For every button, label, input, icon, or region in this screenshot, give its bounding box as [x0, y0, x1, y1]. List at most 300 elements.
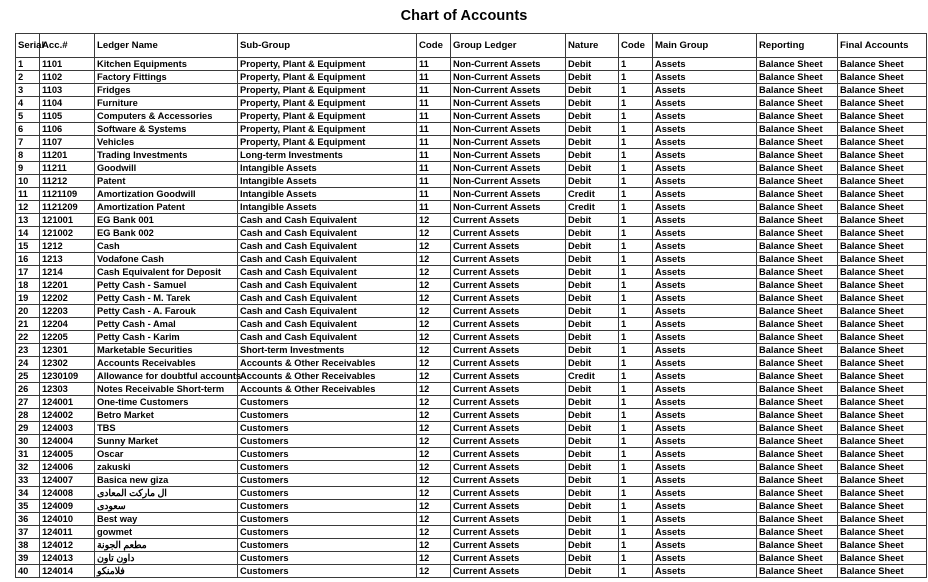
- cell-code: 12: [417, 253, 451, 266]
- cell-group-ledger: Non-Current Assets: [451, 149, 566, 162]
- cell-final-accounts: Balance Sheet: [838, 110, 927, 123]
- cell-final-accounts: Balance Sheet: [838, 422, 927, 435]
- table-row: [16, 370, 927, 383]
- cell-nature: Debit: [566, 487, 619, 500]
- cell-final-accounts: Balance Sheet: [838, 123, 927, 136]
- table-row: [16, 279, 927, 292]
- cell-nature: Debit: [566, 136, 619, 149]
- cell-acc-number: 124001: [40, 396, 95, 409]
- cell-code: 12: [417, 500, 451, 513]
- cell-serial: 12: [16, 201, 40, 214]
- table-row: [16, 292, 927, 305]
- cell-serial: 13: [16, 214, 40, 227]
- cell-group-ledger: Current Assets: [451, 487, 566, 500]
- cell-acc-number: 1230109: [40, 370, 95, 383]
- cell-code: 12: [417, 305, 451, 318]
- cell-code: 12: [417, 370, 451, 383]
- cell-group-ledger: Non-Current Assets: [451, 97, 566, 110]
- cell-acc-number: 124011: [40, 526, 95, 539]
- cell-ledger-name: Basica new giza: [95, 474, 238, 487]
- cell-sub-group: Property, Plant & Equipment: [238, 97, 417, 110]
- cell-ledger-name: Factory Fittings: [95, 71, 238, 84]
- cell-main-group: Assets: [653, 305, 757, 318]
- cell-nature: Debit: [566, 227, 619, 240]
- cell-ledger-name: gowmet: [95, 526, 238, 539]
- table-row: [16, 305, 927, 318]
- cell-reporting: Balance Sheet: [757, 201, 838, 214]
- cell-ledger-name: Marketable Securities: [95, 344, 238, 357]
- table-row: [16, 201, 927, 214]
- cell-main-group: Assets: [653, 513, 757, 526]
- cell-sub-group: Customers: [238, 539, 417, 552]
- cell-serial: 20: [16, 305, 40, 318]
- cell-acc-number: 124010: [40, 513, 95, 526]
- column-header-serial: Serial: [16, 34, 40, 58]
- cell-main-group: Assets: [653, 487, 757, 500]
- cell-group-ledger: Current Assets: [451, 474, 566, 487]
- cell-code-2: 1: [619, 422, 653, 435]
- cell-main-group: Assets: [653, 370, 757, 383]
- table-row: [16, 513, 927, 526]
- cell-main-group: Assets: [653, 422, 757, 435]
- accounts-table: [15, 33, 927, 578]
- cell-acc-number: 11212: [40, 175, 95, 188]
- cell-group-ledger: Non-Current Assets: [451, 58, 566, 71]
- cell-group-ledger: Current Assets: [451, 526, 566, 539]
- table-row: [16, 422, 927, 435]
- cell-code: 11: [417, 97, 451, 110]
- cell-main-group: Assets: [653, 149, 757, 162]
- cell-serial: 1: [16, 58, 40, 71]
- cell-sub-group: Intangible Assets: [238, 175, 417, 188]
- cell-group-ledger: Current Assets: [451, 552, 566, 565]
- column-header-nature: Nature: [566, 34, 619, 58]
- cell-final-accounts: Balance Sheet: [838, 526, 927, 539]
- cell-acc-number: 124009: [40, 500, 95, 513]
- table-row: [16, 149, 927, 162]
- table-row: [16, 162, 927, 175]
- cell-code-2: 1: [619, 123, 653, 136]
- column-header-ledger-name: Ledger Name: [95, 34, 238, 58]
- cell-code-2: 1: [619, 526, 653, 539]
- cell-group-ledger: Current Assets: [451, 344, 566, 357]
- cell-final-accounts: Balance Sheet: [838, 435, 927, 448]
- cell-code: 12: [417, 435, 451, 448]
- cell-ledger-name: Betro Market: [95, 409, 238, 422]
- cell-final-accounts: Balance Sheet: [838, 461, 927, 474]
- cell-code-2: 1: [619, 253, 653, 266]
- cell-nature: Credit: [566, 201, 619, 214]
- table-row: [16, 240, 927, 253]
- cell-nature: Debit: [566, 422, 619, 435]
- cell-reporting: Balance Sheet: [757, 357, 838, 370]
- cell-serial: 14: [16, 227, 40, 240]
- cell-ledger-name: سعودى: [95, 500, 238, 513]
- cell-sub-group: Property, Plant & Equipment: [238, 84, 417, 97]
- table-row: [16, 448, 927, 461]
- cell-sub-group: Property, Plant & Equipment: [238, 110, 417, 123]
- cell-reporting: Balance Sheet: [757, 240, 838, 253]
- cell-group-ledger: Current Assets: [451, 370, 566, 383]
- cell-group-ledger: Current Assets: [451, 383, 566, 396]
- cell-main-group: Assets: [653, 435, 757, 448]
- cell-group-ledger: Current Assets: [451, 409, 566, 422]
- cell-group-ledger: Current Assets: [451, 292, 566, 305]
- cell-serial: 21: [16, 318, 40, 331]
- cell-main-group: Assets: [653, 240, 757, 253]
- cell-final-accounts: Balance Sheet: [838, 396, 927, 409]
- cell-ledger-name: Petty Cash - Amal: [95, 318, 238, 331]
- cell-acc-number: 121002: [40, 227, 95, 240]
- cell-sub-group: Cash and Cash Equivalent: [238, 227, 417, 240]
- cell-code-2: 1: [619, 383, 653, 396]
- cell-code-2: 1: [619, 266, 653, 279]
- cell-reporting: Balance Sheet: [757, 71, 838, 84]
- cell-code: 12: [417, 318, 451, 331]
- cell-group-ledger: Non-Current Assets: [451, 84, 566, 97]
- cell-final-accounts: Balance Sheet: [838, 292, 927, 305]
- table-row: [16, 474, 927, 487]
- cell-code-2: 1: [619, 188, 653, 201]
- cell-sub-group: Property, Plant & Equipment: [238, 71, 417, 84]
- cell-acc-number: 124003: [40, 422, 95, 435]
- cell-acc-number: 1102: [40, 71, 95, 84]
- cell-acc-number: 1121109: [40, 188, 95, 201]
- cell-code: 12: [417, 409, 451, 422]
- cell-serial: 19: [16, 292, 40, 305]
- cell-reporting: Balance Sheet: [757, 84, 838, 97]
- cell-code: 12: [417, 513, 451, 526]
- cell-nature: Debit: [566, 461, 619, 474]
- cell-code: 11: [417, 123, 451, 136]
- cell-ledger-name: Sunny Market: [95, 435, 238, 448]
- cell-sub-group: Property, Plant & Equipment: [238, 123, 417, 136]
- cell-main-group: Assets: [653, 253, 757, 266]
- cell-serial: 17: [16, 266, 40, 279]
- cell-sub-group: Property, Plant & Equipment: [238, 136, 417, 149]
- cell-nature: Debit: [566, 565, 619, 578]
- cell-code-2: 1: [619, 435, 653, 448]
- cell-main-group: Assets: [653, 461, 757, 474]
- cell-code: 12: [417, 292, 451, 305]
- cell-nature: Credit: [566, 370, 619, 383]
- cell-serial: 36: [16, 513, 40, 526]
- table-row: [16, 175, 927, 188]
- cell-nature: Debit: [566, 383, 619, 396]
- cell-final-accounts: Balance Sheet: [838, 305, 927, 318]
- cell-serial: 16: [16, 253, 40, 266]
- cell-main-group: Assets: [653, 357, 757, 370]
- cell-ledger-name: Furniture: [95, 97, 238, 110]
- cell-ledger-name: Software & Systems: [95, 123, 238, 136]
- cell-main-group: Assets: [653, 383, 757, 396]
- cell-group-ledger: Current Assets: [451, 331, 566, 344]
- cell-serial: 24: [16, 357, 40, 370]
- column-header-group-ledger: Group Ledger: [451, 34, 566, 58]
- cell-code-2: 1: [619, 461, 653, 474]
- cell-nature: Debit: [566, 149, 619, 162]
- cell-code-2: 1: [619, 331, 653, 344]
- cell-acc-number: 1213: [40, 253, 95, 266]
- cell-final-accounts: Balance Sheet: [838, 344, 927, 357]
- cell-serial: 28: [16, 409, 40, 422]
- cell-acc-number: 12205: [40, 331, 95, 344]
- cell-acc-number: 124013: [40, 552, 95, 565]
- cell-code-2: 1: [619, 201, 653, 214]
- cell-serial: 31: [16, 448, 40, 461]
- cell-reporting: Balance Sheet: [757, 552, 838, 565]
- cell-acc-number: 12203: [40, 305, 95, 318]
- cell-nature: Debit: [566, 435, 619, 448]
- cell-code-2: 1: [619, 305, 653, 318]
- cell-sub-group: Cash and Cash Equivalent: [238, 292, 417, 305]
- cell-main-group: Assets: [653, 526, 757, 539]
- cell-final-accounts: Balance Sheet: [838, 227, 927, 240]
- cell-nature: Debit: [566, 513, 619, 526]
- cell-reporting: Balance Sheet: [757, 383, 838, 396]
- table-row: [16, 318, 927, 331]
- cell-reporting: Balance Sheet: [757, 149, 838, 162]
- cell-group-ledger: Non-Current Assets: [451, 136, 566, 149]
- table-row: [16, 71, 927, 84]
- cell-final-accounts: Balance Sheet: [838, 370, 927, 383]
- cell-reporting: Balance Sheet: [757, 227, 838, 240]
- cell-code: 12: [417, 487, 451, 500]
- cell-ledger-name: Cash: [95, 240, 238, 253]
- cell-code-2: 1: [619, 58, 653, 71]
- cell-code-2: 1: [619, 539, 653, 552]
- cell-sub-group: Customers: [238, 513, 417, 526]
- column-header-acc-number: Acc.#: [40, 34, 95, 58]
- cell-reporting: Balance Sheet: [757, 279, 838, 292]
- cell-ledger-name: مطعم الجونة: [95, 539, 238, 552]
- cell-sub-group: Cash and Cash Equivalent: [238, 279, 417, 292]
- cell-group-ledger: Non-Current Assets: [451, 188, 566, 201]
- table-row: [16, 526, 927, 539]
- cell-final-accounts: Balance Sheet: [838, 149, 927, 162]
- cell-reporting: Balance Sheet: [757, 305, 838, 318]
- cell-final-accounts: Balance Sheet: [838, 409, 927, 422]
- cell-code-2: 1: [619, 214, 653, 227]
- cell-code-2: 1: [619, 84, 653, 97]
- cell-code: 12: [417, 461, 451, 474]
- cell-acc-number: 12302: [40, 357, 95, 370]
- cell-serial: 8: [16, 149, 40, 162]
- cell-nature: Debit: [566, 305, 619, 318]
- cell-sub-group: Customers: [238, 487, 417, 500]
- cell-final-accounts: Balance Sheet: [838, 58, 927, 71]
- cell-code: 11: [417, 175, 451, 188]
- cell-main-group: Assets: [653, 201, 757, 214]
- cell-code-2: 1: [619, 279, 653, 292]
- cell-serial: 40: [16, 565, 40, 578]
- cell-nature: Debit: [566, 448, 619, 461]
- cell-main-group: Assets: [653, 110, 757, 123]
- cell-main-group: Assets: [653, 552, 757, 565]
- cell-group-ledger: Current Assets: [451, 448, 566, 461]
- cell-reporting: Balance Sheet: [757, 175, 838, 188]
- cell-main-group: Assets: [653, 409, 757, 422]
- table-row: [16, 188, 927, 201]
- cell-final-accounts: Balance Sheet: [838, 214, 927, 227]
- cell-main-group: Assets: [653, 175, 757, 188]
- cell-nature: Debit: [566, 279, 619, 292]
- header-row: [16, 34, 927, 58]
- cell-code-2: 1: [619, 487, 653, 500]
- cell-group-ledger: Current Assets: [451, 565, 566, 578]
- cell-code-2: 1: [619, 344, 653, 357]
- cell-code: 12: [417, 357, 451, 370]
- cell-group-ledger: Non-Current Assets: [451, 162, 566, 175]
- cell-sub-group: Accounts & Other Receivables: [238, 357, 417, 370]
- cell-ledger-name: ال ماركت المعادى: [95, 487, 238, 500]
- cell-acc-number: 1214: [40, 266, 95, 279]
- cell-serial: 30: [16, 435, 40, 448]
- cell-acc-number: 12201: [40, 279, 95, 292]
- cell-reporting: Balance Sheet: [757, 474, 838, 487]
- cell-nature: Debit: [566, 292, 619, 305]
- cell-nature: Debit: [566, 253, 619, 266]
- cell-nature: Debit: [566, 539, 619, 552]
- table-row: [16, 123, 927, 136]
- cell-final-accounts: Balance Sheet: [838, 565, 927, 578]
- cell-reporting: Balance Sheet: [757, 123, 838, 136]
- cell-final-accounts: Balance Sheet: [838, 84, 927, 97]
- column-header-code: Code: [417, 34, 451, 58]
- cell-reporting: Balance Sheet: [757, 318, 838, 331]
- cell-ledger-name: Petty Cash - Karim: [95, 331, 238, 344]
- cell-code-2: 1: [619, 448, 653, 461]
- cell-ledger-name: Vodafone Cash: [95, 253, 238, 266]
- table-row: [16, 552, 927, 565]
- cell-ledger-name: Goodwill: [95, 162, 238, 175]
- cell-code: 11: [417, 71, 451, 84]
- cell-code-2: 1: [619, 136, 653, 149]
- table-body: [16, 58, 927, 578]
- table-row: [16, 565, 927, 578]
- cell-serial: 9: [16, 162, 40, 175]
- cell-acc-number: 121001: [40, 214, 95, 227]
- table-row: [16, 227, 927, 240]
- cell-reporting: Balance Sheet: [757, 162, 838, 175]
- cell-acc-number: 1107: [40, 136, 95, 149]
- cell-sub-group: Customers: [238, 474, 417, 487]
- cell-acc-number: 124007: [40, 474, 95, 487]
- cell-serial: 39: [16, 552, 40, 565]
- cell-reporting: Balance Sheet: [757, 409, 838, 422]
- cell-ledger-name: Allowance for doubtful accounts: [95, 370, 238, 383]
- cell-acc-number: 11211: [40, 162, 95, 175]
- cell-code: 12: [417, 279, 451, 292]
- cell-main-group: Assets: [653, 97, 757, 110]
- cell-group-ledger: Current Assets: [451, 214, 566, 227]
- cell-nature: Debit: [566, 97, 619, 110]
- cell-code: 11: [417, 136, 451, 149]
- cell-reporting: Balance Sheet: [757, 214, 838, 227]
- cell-code-2: 1: [619, 110, 653, 123]
- cell-serial: 32: [16, 461, 40, 474]
- cell-acc-number: 124014: [40, 565, 95, 578]
- cell-acc-number: 124012: [40, 539, 95, 552]
- cell-main-group: Assets: [653, 474, 757, 487]
- cell-final-accounts: Balance Sheet: [838, 383, 927, 396]
- table-row: [16, 344, 927, 357]
- cell-group-ledger: Current Assets: [451, 435, 566, 448]
- cell-group-ledger: Non-Current Assets: [451, 71, 566, 84]
- cell-serial: 6: [16, 123, 40, 136]
- cell-sub-group: Customers: [238, 409, 417, 422]
- cell-main-group: Assets: [653, 539, 757, 552]
- cell-reporting: Balance Sheet: [757, 331, 838, 344]
- cell-serial: 5: [16, 110, 40, 123]
- cell-acc-number: 1212: [40, 240, 95, 253]
- cell-reporting: Balance Sheet: [757, 526, 838, 539]
- cell-serial: 34: [16, 487, 40, 500]
- cell-reporting: Balance Sheet: [757, 110, 838, 123]
- table-row: [16, 539, 927, 552]
- cell-sub-group: Customers: [238, 435, 417, 448]
- cell-final-accounts: Balance Sheet: [838, 357, 927, 370]
- cell-serial: 4: [16, 97, 40, 110]
- cell-reporting: Balance Sheet: [757, 565, 838, 578]
- cell-sub-group: Cash and Cash Equivalent: [238, 240, 417, 253]
- cell-code-2: 1: [619, 175, 653, 188]
- cell-final-accounts: Balance Sheet: [838, 279, 927, 292]
- cell-code: 11: [417, 188, 451, 201]
- cell-sub-group: Customers: [238, 565, 417, 578]
- cell-sub-group: Short-term Investments: [238, 344, 417, 357]
- cell-nature: Debit: [566, 552, 619, 565]
- cell-reporting: Balance Sheet: [757, 292, 838, 305]
- cell-code: 11: [417, 84, 451, 97]
- cell-code-2: 1: [619, 370, 653, 383]
- cell-acc-number: 11201: [40, 149, 95, 162]
- cell-ledger-name: Accounts Receivables: [95, 357, 238, 370]
- cell-group-ledger: Current Assets: [451, 461, 566, 474]
- cell-main-group: Assets: [653, 71, 757, 84]
- cell-serial: 23: [16, 344, 40, 357]
- cell-nature: Debit: [566, 357, 619, 370]
- cell-main-group: Assets: [653, 292, 757, 305]
- cell-main-group: Assets: [653, 396, 757, 409]
- cell-sub-group: Intangible Assets: [238, 188, 417, 201]
- cell-code-2: 1: [619, 227, 653, 240]
- cell-final-accounts: Balance Sheet: [838, 253, 927, 266]
- cell-sub-group: Cash and Cash Equivalent: [238, 318, 417, 331]
- cell-sub-group: Cash and Cash Equivalent: [238, 331, 417, 344]
- cell-code-2: 1: [619, 500, 653, 513]
- cell-acc-number: 1121209: [40, 201, 95, 214]
- cell-final-accounts: Balance Sheet: [838, 331, 927, 344]
- cell-sub-group: Customers: [238, 461, 417, 474]
- cell-ledger-name: Petty Cash - A. Farouk: [95, 305, 238, 318]
- cell-final-accounts: Balance Sheet: [838, 513, 927, 526]
- cell-main-group: Assets: [653, 448, 757, 461]
- cell-code: 11: [417, 162, 451, 175]
- column-header-code-2: Code: [619, 34, 653, 58]
- cell-nature: Debit: [566, 266, 619, 279]
- cell-code: 12: [417, 227, 451, 240]
- cell-final-accounts: Balance Sheet: [838, 448, 927, 461]
- cell-code-2: 1: [619, 240, 653, 253]
- cell-nature: Debit: [566, 500, 619, 513]
- cell-nature: Debit: [566, 58, 619, 71]
- cell-serial: 38: [16, 539, 40, 552]
- cell-reporting: Balance Sheet: [757, 500, 838, 513]
- cell-reporting: Balance Sheet: [757, 513, 838, 526]
- table-row: [16, 266, 927, 279]
- cell-ledger-name: Best way: [95, 513, 238, 526]
